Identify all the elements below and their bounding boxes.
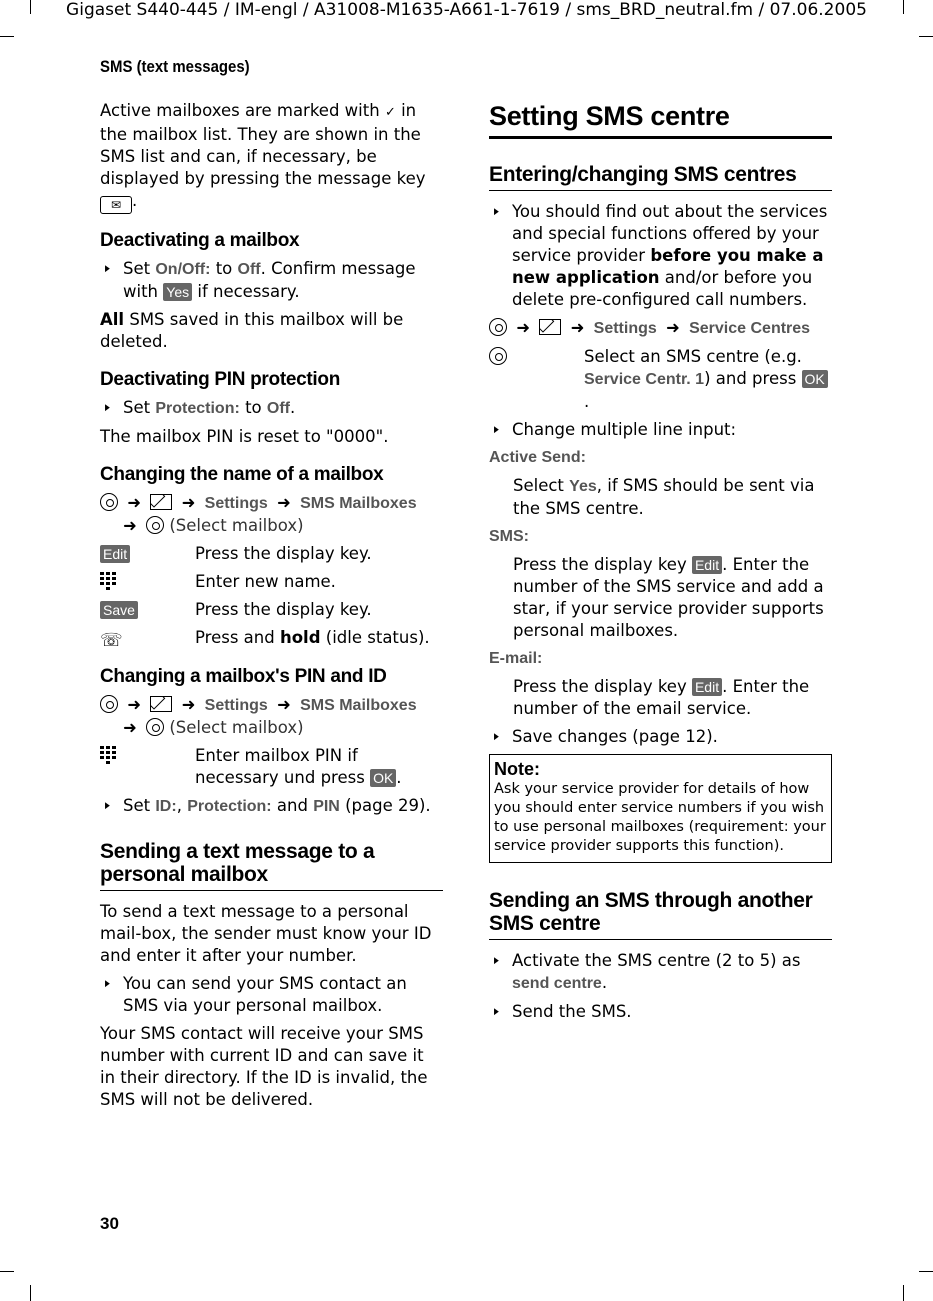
personal-mailbox-heading: Sending a text message to a personal mailbox	[100, 840, 443, 891]
change-pin-heading: Changing a mailbox's PIN and ID	[100, 666, 387, 687]
active-send-label: Active Send:	[489, 449, 586, 466]
nav-path: ➜ ➜ Settings ➜ SMS Mailboxes ➜ (Select mailbox)	[100, 694, 443, 739]
instruction-row: Edit Press the display key.	[100, 543, 443, 565]
entering-heading: Entering/changing SMS centres	[489, 163, 832, 191]
deactivate-mailbox-heading: Deactivating a mailbox	[100, 230, 300, 251]
nav-key-icon	[100, 695, 118, 713]
crop-mark	[30, 1285, 31, 1301]
pin-reset-text: The mailbox PIN is reset to "0000".	[100, 427, 389, 446]
instruction-row: ☏ Press and hold (idle status).	[100, 628, 430, 651]
nav-key-icon	[146, 718, 164, 736]
send-sms-step: ▶ Send the SMS.	[489, 1001, 832, 1023]
crop-mark	[0, 36, 14, 37]
nav-key-icon	[146, 516, 164, 534]
personal-para: To send a text message to a personal mail-box, the sender must know your ID and enter it after your number.	[100, 902, 432, 965]
keypad-icon	[100, 746, 116, 764]
active-send-text: Select Yes, if SMS should be sent via the SMS centre.	[513, 476, 815, 518]
nav-key-icon	[489, 318, 507, 336]
keypad-icon	[100, 572, 116, 590]
left-column	[100, 100, 443, 1117]
note-body: Ask your service provider for details of how you should enter service numbers if you wish to use personal mailboxes (requirement: your service provider supports this function).	[494, 781, 826, 854]
instruction-row: Save Press the display key.	[100, 599, 443, 621]
instruction-row: Enter mailbox PIN if necessary und press OK .	[100, 745, 443, 789]
running-head: Gigaset S440-445 / IM-engl / A31008-M1635-A661-1-7619 / sms_BRD_neutral.fm / 07.06.2005	[66, 0, 867, 20]
instruction-row: Select an SMS centre (e.g. Service Centr. 1) and press OK.	[489, 346, 832, 413]
nav-path: ➜ ➜ Settings ➜ Service Centres	[489, 317, 832, 340]
change-input-step: ▶ Change multiple line input:	[489, 419, 832, 441]
another-centre-heading: Sending an SMS through another SMS centre	[489, 889, 832, 940]
nav-key-icon	[489, 347, 507, 365]
check-icon: ✓	[384, 105, 396, 120]
change-name-heading: Changing the name of a mailbox	[100, 464, 384, 485]
ok-key: OK	[370, 769, 396, 787]
section-title: SMS (text messages)	[100, 57, 250, 76]
crop-mark	[919, 1271, 933, 1272]
page-number: 30	[100, 1214, 119, 1233]
envelope-icon	[150, 494, 172, 510]
set-id-step: ▶ Set ID:, Protection: and PIN (page 29).	[100, 795, 443, 818]
ok-key: OK	[802, 370, 828, 388]
nav-key-icon	[100, 493, 118, 511]
email-text: Press the display key Edit . Enter the number of the email service.	[513, 677, 810, 718]
deactivate-mailbox-step: ▶ Set On/Off: to Off. Confirm message with Yes if necessary.	[100, 258, 443, 303]
deactivate-mailbox-note: All SMS saved in this mailbox will be deleted.	[100, 310, 404, 351]
note-box	[489, 754, 832, 863]
message-key-icon: ✉	[100, 196, 132, 214]
activate-centre-step: ▶ Activate the SMS centre (2 to 5) as send centre.	[489, 950, 832, 995]
nav-path: ➜ ➜ Settings ➜ SMS Mailboxes ➜ (Select mailbox)	[100, 492, 443, 537]
email-label: E-mail:	[489, 650, 543, 667]
personal-para: Your SMS contact will receive your SMS number with current ID and can save it in their directory. If the ID is invalid, the SMS will not be delivered.	[100, 1024, 428, 1109]
right-column	[489, 100, 832, 1029]
deactivate-pin-step: ▶ Set Protection: to Off.	[100, 397, 443, 420]
intro-paragraph: Active mailboxes are marked with ✓ in the mailbox list. They are shown in the SMS list and can, if necessary, be displayed by pressing the message key ✉ .	[100, 101, 426, 212]
crop-mark	[0, 1271, 14, 1272]
yes-key: Yes	[163, 283, 192, 301]
deactivate-pin-heading: Deactivating PIN protection	[100, 369, 340, 390]
envelope-icon	[539, 319, 561, 335]
instruction-row: Enter new name.	[100, 571, 443, 593]
save-changes-step: ▶ Save changes (page 12).	[489, 726, 832, 748]
envelope-icon	[150, 696, 172, 712]
crop-mark	[903, 1285, 904, 1301]
setting-sms-centre-title: Setting SMS centre	[489, 100, 832, 139]
personal-step: ▶ You can send your SMS contact an SMS via your personal mailbox.	[100, 973, 443, 1017]
save-key: Save	[100, 601, 138, 619]
edit-key: Edit	[100, 545, 130, 563]
end-call-key-icon: ☏	[100, 630, 123, 651]
note-title: Note:	[494, 759, 540, 779]
sms-text: Press the display key Edit . Enter the number of the SMS service and add a star, if your service provider supports personal mailboxes.	[513, 555, 824, 640]
sms-label: SMS:	[489, 528, 529, 545]
crop-mark	[919, 36, 933, 37]
edit-key: Edit	[692, 556, 722, 574]
edit-key: Edit	[692, 678, 722, 696]
entering-step: ▶ You should find out about the services and special functions offered by your service provider before you make a new application and/or before you delete pre-configured call numbers.	[489, 201, 832, 311]
